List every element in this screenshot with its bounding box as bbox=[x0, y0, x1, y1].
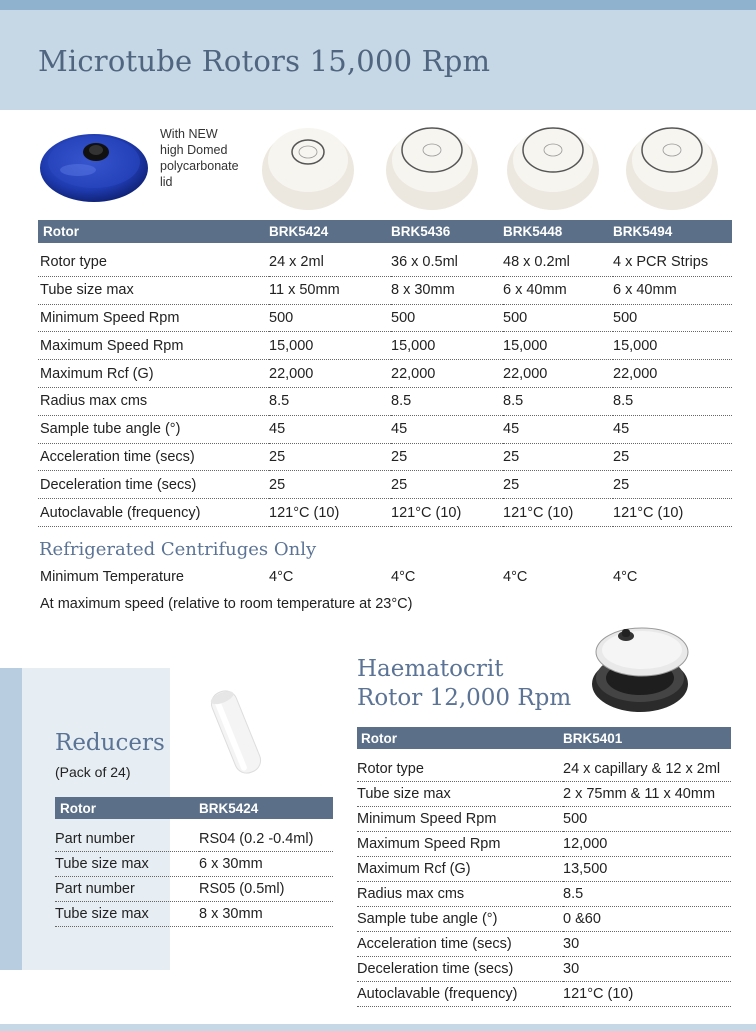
table-cell: 45 bbox=[613, 415, 732, 443]
column-header: BRK5436 bbox=[391, 220, 503, 243]
table-cell: 6 x 30mm bbox=[199, 852, 333, 877]
haematocrit-table bbox=[357, 727, 731, 1007]
table-cell: 13,500 bbox=[563, 857, 731, 882]
table-cell: 15,000 bbox=[269, 332, 391, 360]
row-label: Acceleration time (secs) bbox=[357, 932, 563, 957]
reducers-table bbox=[55, 797, 333, 927]
table-cell: 8.5 bbox=[269, 387, 391, 415]
table-cell: 25 bbox=[391, 443, 503, 471]
column-header: Rotor bbox=[357, 727, 563, 749]
table-cell: 6 x 40mm bbox=[503, 276, 613, 304]
table-cell: 25 bbox=[613, 471, 732, 499]
row-label: Maximum Rcf (G) bbox=[38, 360, 269, 388]
table-cell: 500 bbox=[613, 304, 732, 332]
row-label: Radius max cms bbox=[357, 882, 563, 907]
rotor-image-brk5424 bbox=[258, 114, 358, 214]
table-cell: 2 x 75mm & 11 x 40mm bbox=[563, 782, 731, 807]
row-label: Autoclavable (frequency) bbox=[357, 982, 563, 1007]
column-header: BRK5448 bbox=[503, 220, 613, 243]
table-row bbox=[38, 276, 732, 304]
column-header: Rotor bbox=[38, 220, 269, 243]
column-header: BRK5494 bbox=[613, 220, 732, 243]
blue-rotor-image bbox=[38, 122, 150, 206]
refrigerated-table bbox=[40, 566, 732, 588]
table-row bbox=[357, 907, 731, 932]
table-row bbox=[357, 857, 731, 882]
haematocrit-rotor-image bbox=[588, 618, 692, 718]
table-cell: 45 bbox=[391, 415, 503, 443]
table-cell: 15,000 bbox=[613, 332, 732, 360]
reducer-tube-image bbox=[196, 683, 276, 781]
table-cell: 500 bbox=[269, 304, 391, 332]
table-cell: 12,000 bbox=[563, 832, 731, 857]
row-label: Rotor type bbox=[38, 249, 269, 276]
bottom-strip bbox=[0, 1024, 756, 1031]
row-label: Minimum Temperature bbox=[40, 569, 184, 585]
table-row bbox=[38, 360, 732, 388]
table-cell: 22,000 bbox=[391, 360, 503, 388]
table-cell: 8 x 30mm bbox=[199, 902, 333, 927]
table-row bbox=[357, 782, 731, 807]
row-label: Part number bbox=[55, 827, 199, 852]
top-strip bbox=[0, 0, 756, 10]
lid-note-line: high Domed bbox=[160, 143, 228, 157]
row-label: Deceleration time (secs) bbox=[357, 957, 563, 982]
haematocrit-title-line2: Rotor 12,000 Rpm bbox=[357, 685, 572, 711]
table-cell: 22,000 bbox=[503, 360, 613, 388]
reducers-heading: Reducers bbox=[55, 730, 165, 756]
microtube-spec-table bbox=[38, 220, 732, 527]
table-row bbox=[357, 807, 731, 832]
table-cell: 25 bbox=[269, 471, 391, 499]
table-cell: 121°C (10) bbox=[503, 499, 613, 527]
table-cell: 48 x 0.2ml bbox=[503, 249, 613, 276]
table-row bbox=[357, 882, 731, 907]
row-label: Minimum Speed Rpm bbox=[38, 304, 269, 332]
table-row bbox=[357, 932, 731, 957]
row-label: Sample tube angle (°) bbox=[357, 907, 563, 932]
haematocrit-title-line1: Haematocrit bbox=[357, 656, 504, 682]
table-cell: 25 bbox=[503, 443, 613, 471]
table-cell: 30 bbox=[563, 932, 731, 957]
column-header: BRK5401 bbox=[563, 727, 731, 749]
lid-note bbox=[160, 126, 255, 190]
table-row bbox=[38, 499, 732, 527]
haematocrit-heading bbox=[357, 655, 571, 713]
table-row bbox=[55, 827, 333, 852]
table-cell: 30 bbox=[563, 957, 731, 982]
table-cell: 24 x capillary & 12 x 2ml bbox=[563, 757, 731, 782]
rotor-image-brk5494 bbox=[622, 114, 722, 214]
table-cell: 4°C bbox=[503, 569, 528, 585]
table-row bbox=[38, 443, 732, 471]
page-header bbox=[0, 10, 756, 110]
column-header: Rotor bbox=[55, 797, 199, 819]
row-label: Deceleration time (secs) bbox=[38, 471, 269, 499]
table-cell: 15,000 bbox=[503, 332, 613, 360]
table-header-row bbox=[357, 727, 731, 749]
table-cell: 4°C bbox=[613, 569, 638, 585]
table-cell: 500 bbox=[391, 304, 503, 332]
table-cell: 500 bbox=[503, 304, 613, 332]
row-label: Rotor type bbox=[357, 757, 563, 782]
column-header: BRK5424 bbox=[269, 220, 391, 243]
table-cell: 25 bbox=[503, 471, 613, 499]
row-label: Tube size max bbox=[38, 276, 269, 304]
row-label: Maximum Speed Rpm bbox=[357, 832, 563, 857]
table-cell: 22,000 bbox=[269, 360, 391, 388]
table-cell: 8.5 bbox=[613, 387, 732, 415]
page-title: Microtube Rotors 15,000 Rpm bbox=[38, 44, 491, 78]
table-row bbox=[55, 852, 333, 877]
table-cell: 8.5 bbox=[503, 387, 613, 415]
table-cell: 25 bbox=[613, 443, 732, 471]
table-cell: 36 x 0.5ml bbox=[391, 249, 503, 276]
row-label: Acceleration time (secs) bbox=[38, 443, 269, 471]
table-cell: 8.5 bbox=[391, 387, 503, 415]
table-cell: 25 bbox=[391, 471, 503, 499]
row-label: Part number bbox=[55, 877, 199, 902]
table-cell: 15,000 bbox=[391, 332, 503, 360]
table-row bbox=[38, 304, 732, 332]
table-cell: 24 x 2ml bbox=[269, 249, 391, 276]
row-label: Sample tube angle (°) bbox=[38, 415, 269, 443]
table-row bbox=[40, 566, 732, 588]
table-cell: 22,000 bbox=[613, 360, 732, 388]
table-cell: 4°C bbox=[269, 569, 294, 585]
table-cell: 121°C (10) bbox=[269, 499, 391, 527]
row-label: Minimum Speed Rpm bbox=[357, 807, 563, 832]
table-row bbox=[38, 415, 732, 443]
table-row bbox=[55, 877, 333, 902]
table-cell: RS04 (0.2 -0.4ml) bbox=[199, 827, 333, 852]
table-cell: 25 bbox=[269, 443, 391, 471]
table-cell: 45 bbox=[269, 415, 391, 443]
row-label: Tube size max bbox=[55, 852, 199, 877]
column-header: BRK5424 bbox=[199, 797, 333, 819]
accent-bar bbox=[0, 668, 22, 970]
table-cell: 500 bbox=[563, 807, 731, 832]
refrigerated-note: At maximum speed (relative to room temperature at 23°C) bbox=[40, 596, 413, 612]
row-label: Maximum Speed Rpm bbox=[38, 332, 269, 360]
table-row bbox=[38, 471, 732, 499]
table-cell: 6 x 40mm bbox=[613, 276, 732, 304]
table-cell: RS05 (0.5ml) bbox=[199, 877, 333, 902]
table-row bbox=[38, 387, 732, 415]
rotor-image-brk5436 bbox=[382, 114, 482, 214]
table-header-row bbox=[38, 220, 732, 243]
row-label: Autoclavable (frequency) bbox=[38, 499, 269, 527]
table-row bbox=[38, 332, 732, 360]
row-label: Tube size max bbox=[55, 902, 199, 927]
row-label: Maximum Rcf (G) bbox=[357, 857, 563, 882]
lid-note-line: lid bbox=[160, 175, 173, 189]
table-header-row bbox=[55, 797, 333, 819]
row-label: Radius max cms bbox=[38, 387, 269, 415]
table-cell: 45 bbox=[503, 415, 613, 443]
table-cell: 4 x PCR Strips bbox=[613, 249, 732, 276]
table-row bbox=[55, 902, 333, 927]
reducers-subtitle: (Pack of 24) bbox=[55, 764, 131, 780]
table-cell: 8.5 bbox=[563, 882, 731, 907]
table-row bbox=[357, 832, 731, 857]
refrigerated-heading: Refrigerated Centrifuges Only bbox=[39, 539, 317, 560]
lid-note-line: polycarbonate bbox=[160, 159, 239, 173]
rotor-image-brk5448 bbox=[503, 114, 603, 214]
table-cell: 121°C (10) bbox=[563, 982, 731, 1007]
lid-note-line: With NEW bbox=[160, 127, 218, 141]
row-label: Tube size max bbox=[357, 782, 563, 807]
table-cell: 121°C (10) bbox=[613, 499, 732, 527]
table-row bbox=[38, 249, 732, 276]
table-cell: 121°C (10) bbox=[391, 499, 503, 527]
table-cell: 11 x 50mm bbox=[269, 276, 391, 304]
table-row bbox=[357, 982, 731, 1007]
table-row bbox=[357, 957, 731, 982]
table-cell: 0 &60 bbox=[563, 907, 731, 932]
table-cell: 4°C bbox=[391, 569, 416, 585]
table-row bbox=[357, 757, 731, 782]
table-cell: 8 x 30mm bbox=[391, 276, 503, 304]
